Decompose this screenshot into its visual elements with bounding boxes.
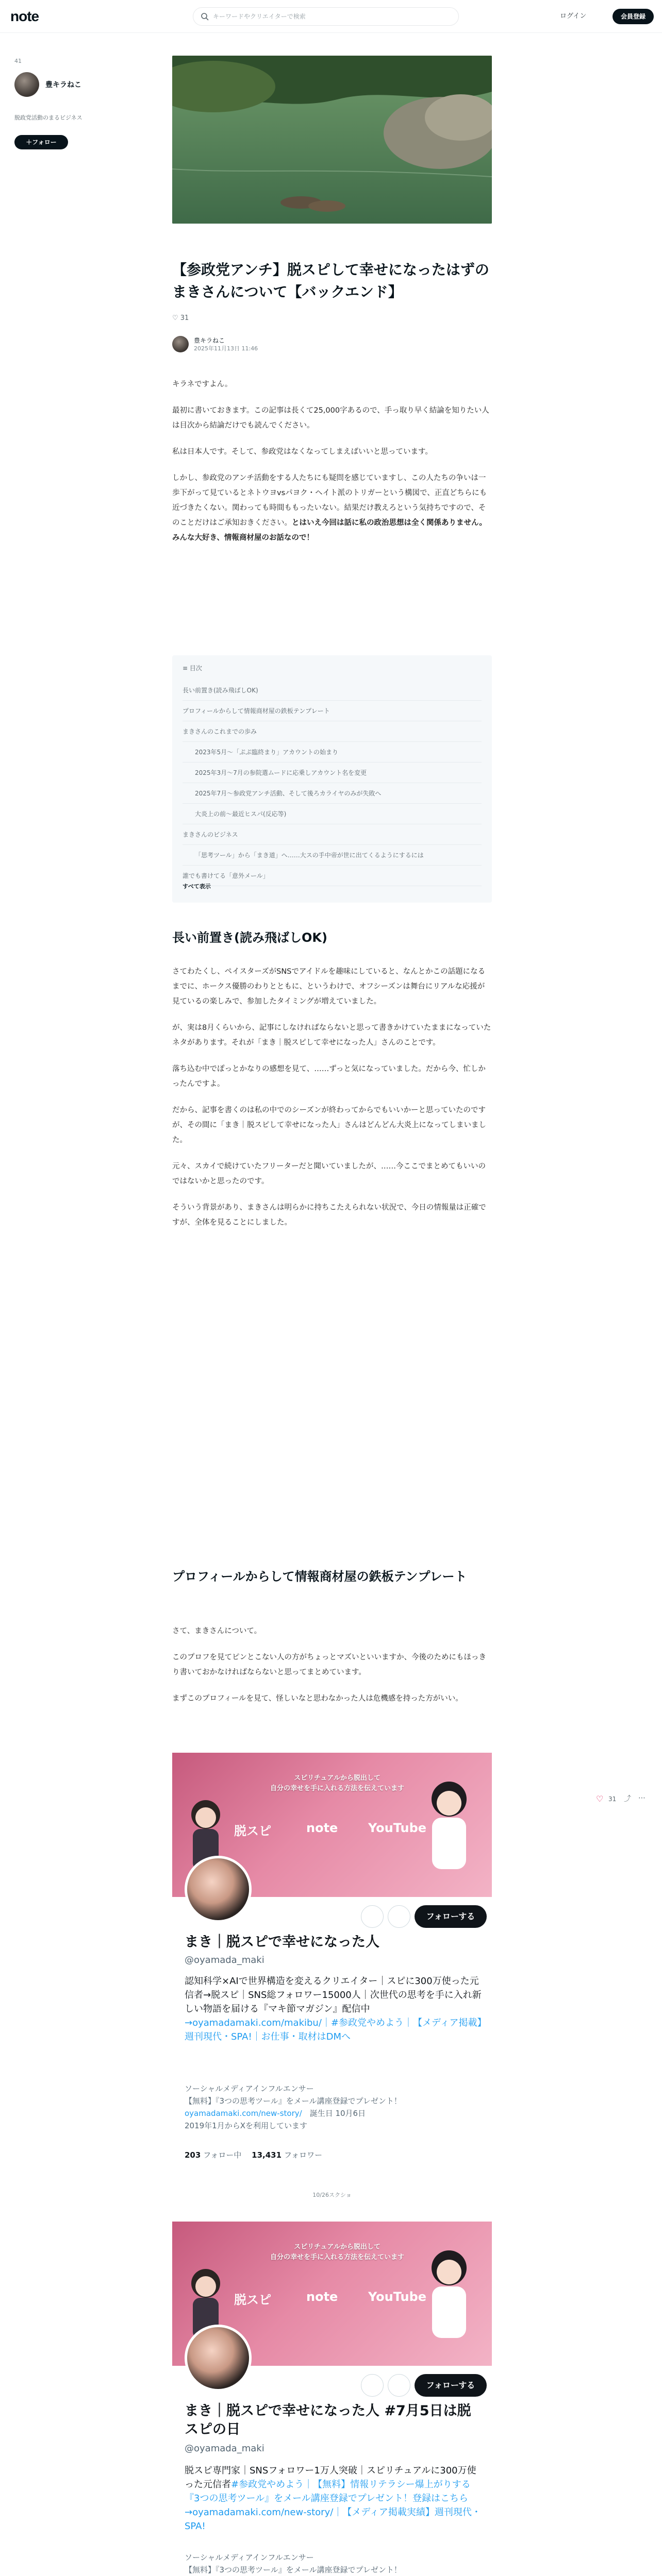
paragraph: キラネですよん。	[172, 380, 233, 388]
paragraph: 落ち込む中でぽっとかなりの感想を見て、……ずっと気になっていました。だから今、忙しかったんですよ。	[172, 1065, 486, 1088]
banner-headline: スピリチュアルから脱出して 自分の幸せを手に入れる方法を伝えています	[270, 2243, 404, 2261]
section-heading: 長い前置き(読み飛ばしOK)	[172, 930, 327, 945]
character-illustration	[421, 2242, 477, 2345]
x-birthday: 誕生日 10月6日	[309, 2109, 366, 2118]
paragraph: が、実は8月くらいから、記事にしなければならないと思って書きかけていたままになっていたネタがあります。それが「まき｜脱スピして幸せになった人」さんのことです。	[172, 1024, 491, 1047]
like-count[interactable]: ♡ 31	[172, 314, 189, 322]
x-stats	[185, 2149, 322, 2160]
paragraph: だから、記事を書くのは私の中でのシーズンが終わってからでもいいかーと思っていたのですが、その間に「まき｜脱スピして幸せになった人」さんはどんどん大炎上になってしまいました。	[172, 1106, 486, 1144]
section1-text	[172, 964, 492, 1242]
x-bio	[185, 2464, 484, 2533]
toc-item[interactable]: 2025年7月〜参政党アンチ活動、そして後ろカライヤのみが失敗へ	[183, 783, 482, 804]
paragraph: 私は日本人です。そして、参政党はなくなってしまえばいいと思っています。	[172, 448, 433, 456]
publish-date: 2025年11月13日 11:46	[194, 345, 258, 352]
banner-logo: 脱スピ	[234, 1824, 271, 1838]
toc-item[interactable]: 大炎上の前〜最近ヒスパ(反応等)	[183, 804, 482, 824]
creator-bio: 脱政党活動のまるビジネス	[14, 114, 82, 121]
more-icon[interactable]	[361, 2374, 384, 2397]
paragraph: さてわたくし、ペイスターズがSNSでアイドルを趣味にしていると、なんとかこの話題になるまでに、ホークス優勝のわりとともに、というわけで、オフシーズンは舞台にリアルな応援が見ているの楽しみで、参加したタイミングが増えていました。	[172, 968, 486, 1006]
x-meta	[185, 2551, 484, 2576]
more-icon[interactable]	[361, 1905, 384, 1928]
x-display-name: まき｜脱スピで幸せになった人	[185, 1934, 379, 1950]
x-follow-button[interactable]: フォローする	[415, 1905, 487, 1928]
toc-item[interactable]: 2023年5月〜「ぷぷ臨終まり」アカウントの始まり	[183, 742, 482, 762]
search-icon	[201, 12, 209, 21]
toc-item[interactable]: 誰でも書けてる「意外メール」	[183, 866, 482, 886]
author-name[interactable]: 豊キラねこ	[194, 337, 225, 344]
image-caption: 10/26スクショ	[312, 2192, 352, 2198]
x-gift: 【無料】『3つの思考ツール』をメール講座登録でプレゼント！	[185, 2565, 402, 2574]
follow-button[interactable]: ＋フォロー	[14, 135, 68, 149]
x-bio	[185, 1974, 484, 2044]
mail-icon[interactable]	[388, 1905, 410, 1928]
x-meta	[185, 2082, 484, 2132]
author-avatar[interactable]	[172, 336, 189, 352]
toc-item[interactable]: 「思考ツール」から「まき道」へ……大スの手中帝が世に出てくるようにするには	[183, 845, 482, 866]
bio-link[interactable]: →oyamadamaki.com/makibu/｜#参政党やめよう｜【メディア掲載】週刊現代・SPA!｜お仕事・取材はDMへ	[185, 2018, 482, 2042]
site-header	[0, 0, 662, 33]
x-joined: 2019年1月からXを利用しています	[185, 2121, 307, 2130]
profile-photo[interactable]	[185, 1856, 252, 1923]
banner-logo: YouTube	[368, 1821, 427, 1835]
toc-item[interactable]: まきさんのビジネス	[183, 824, 482, 845]
section2-text	[172, 1624, 492, 1718]
x-handle: @oyamada_maki	[185, 2443, 264, 2454]
bio-text: 脱スピ専門家｜SNSフォロワー1万人突破｜スピリチュアルに300万使った元信者	[185, 2465, 476, 2490]
search-box[interactable]	[193, 7, 459, 26]
author-row	[172, 334, 492, 354]
section-heading: プロフィールからして情報商材屋の鉄板テンプレート	[172, 1569, 467, 1584]
toc-list	[183, 680, 482, 886]
x-website[interactable]: oyamadamaki.com/new-story/	[185, 2109, 302, 2118]
toc-item[interactable]: 長い前置き(読み飛ばしOK)	[183, 680, 482, 701]
paragraph: まずこのプロフィールを見て、怪しいなと思わなかった人は危機感を持った方がいい。	[172, 1694, 463, 1703]
paragraph: 最初に書いておきます。この記事は長くて25,000字あるので、手っ取り早く結論を知りたい人は目次から結論だけでも読んでください。	[172, 406, 489, 430]
x-category: ソーシャルメディアインフルエンサー	[185, 2553, 314, 2562]
table-of-contents	[172, 655, 492, 903]
creator-avatar[interactable]	[14, 72, 39, 97]
creator-rank: 41	[14, 58, 22, 64]
search-input[interactable]	[213, 8, 450, 25]
banner-logo: note	[306, 2290, 338, 2304]
banner-logos	[234, 2284, 440, 2315]
signup-button[interactable]: 会員登録	[613, 9, 654, 24]
character-illustration	[421, 1773, 477, 1876]
banner-logo: 脱スピ	[234, 2293, 271, 2307]
bold-text: とはいえ今回は話に私の政治思想は全く関係ありません。みんな大好き、情報商材屋のお話なので！	[172, 519, 487, 542]
x-follow-button[interactable]: フォローする	[415, 2374, 487, 2397]
followers-count[interactable]: 13,431	[252, 2150, 282, 2160]
side-like-count: 31	[608, 1795, 617, 1803]
paragraph: さて、まきさんについて。	[172, 1627, 262, 1635]
x-profile-screenshot	[172, 2222, 492, 2576]
paragraph: 元々、スカイで続けていたフリーターだと聞いていましたが、……今ここでまとめてもいいのではないかと思ったのです。	[172, 1162, 486, 1185]
banner-logo: YouTube	[368, 2290, 427, 2304]
profile-photo[interactable]	[185, 2325, 252, 2392]
note-logo[interactable]: note	[10, 8, 39, 24]
banner-logos	[234, 1816, 440, 1846]
article-title: 【参政党アンチ】脱スピして幸せになったはずのまきさんについて【バックエンド】	[172, 261, 489, 301]
bio-text: 認知科学×AIで世界構造を変えるクリエイター｜スピに300万使った元信者→脱スピ｜SNS総フォロワー15000人｜次世代の思考を手に入れ新しい物語を届ける『マキ節マガジン』配信中	[185, 1976, 482, 2014]
followers-label: フォロワー	[284, 2150, 323, 2160]
paragraph: このプロフを見てピンとこない人の方がちょっとマズいといいますか、今後のためにもほっきり書いておかなければならないと思ってまとめています。	[172, 1653, 486, 1676]
toc-show-all[interactable]: すべて表示	[183, 883, 211, 890]
paragraph-text: しかし、参政党のアンチ活動をする人たちにも疑問を感じていますし、この人たちの争いは一歩下がって見ているとネトウヨvsパヨク・ヘイト派のトリガーという構図で、正直どちらにも近づきたくない。関わっても時間ももったいない。結果だけ教えろという気持ちですので、そのことだけはご承知おきください。	[172, 474, 487, 527]
x-display-name: まき｜脱スピで幸せになった人 #7月5日は脱スピの日	[185, 2403, 471, 2438]
x-gift: 【無料】『3つの思考ツール』をメール講座登録でプレゼント！	[185, 2096, 402, 2106]
x-handle: @oyamada_maki	[185, 1955, 264, 1965]
share-icon[interactable]: ⤴	[624, 1795, 631, 1803]
following-count[interactable]: 203	[185, 2150, 201, 2160]
toc-item[interactable]: 2025年3月〜7月の参院選ムードに応乗しアカウント名を変更	[183, 762, 482, 783]
toc-heading[interactable]: ≡ 目次	[183, 665, 202, 672]
more-options-icon[interactable]: ⋯	[638, 1794, 646, 1802]
x-category: ソーシャルメディアインフルエンサー	[185, 2084, 314, 2093]
side-actions	[596, 1793, 653, 1805]
toc-item[interactable]: プロフィールからして情報商材屋の鉄板テンプレート	[183, 701, 482, 721]
toc-item[interactable]: まきさんのこれまでの歩み	[183, 721, 482, 742]
intro-text	[172, 377, 492, 557]
mail-icon[interactable]	[388, 2374, 410, 2397]
paragraph	[172, 471, 492, 546]
banner-logo: note	[306, 1821, 338, 1835]
following-label: フォロー中	[203, 2150, 242, 2160]
x-profile-screenshot	[172, 1753, 492, 2185]
hero-image	[172, 56, 492, 224]
login-link[interactable]: ログイン	[560, 12, 587, 20]
heart-icon[interactable]: ♡	[596, 1794, 604, 1804]
creator-name[interactable]: 豊キラねこ	[45, 81, 81, 89]
bio-link[interactable]: #参政党やめよう｜【無料】情報リテラシー爆上がりする『3つの思考ツール』をメール講座登録でプレゼント！登録はこちら→oyamadamaki.com/new-story/｜【メディア掲載実績】週刊現代・SPA!	[185, 2479, 481, 2532]
banner-headline: スピリチュアルから脱出して 自分の幸せを手に入れる方法を伝えています	[270, 1774, 404, 1792]
paragraph: そういう背景があり、まきさんは明らかに持ちこたえられない状況で、今日の情報量は正確ですが、全体を見ることにしました。	[172, 1204, 486, 1227]
